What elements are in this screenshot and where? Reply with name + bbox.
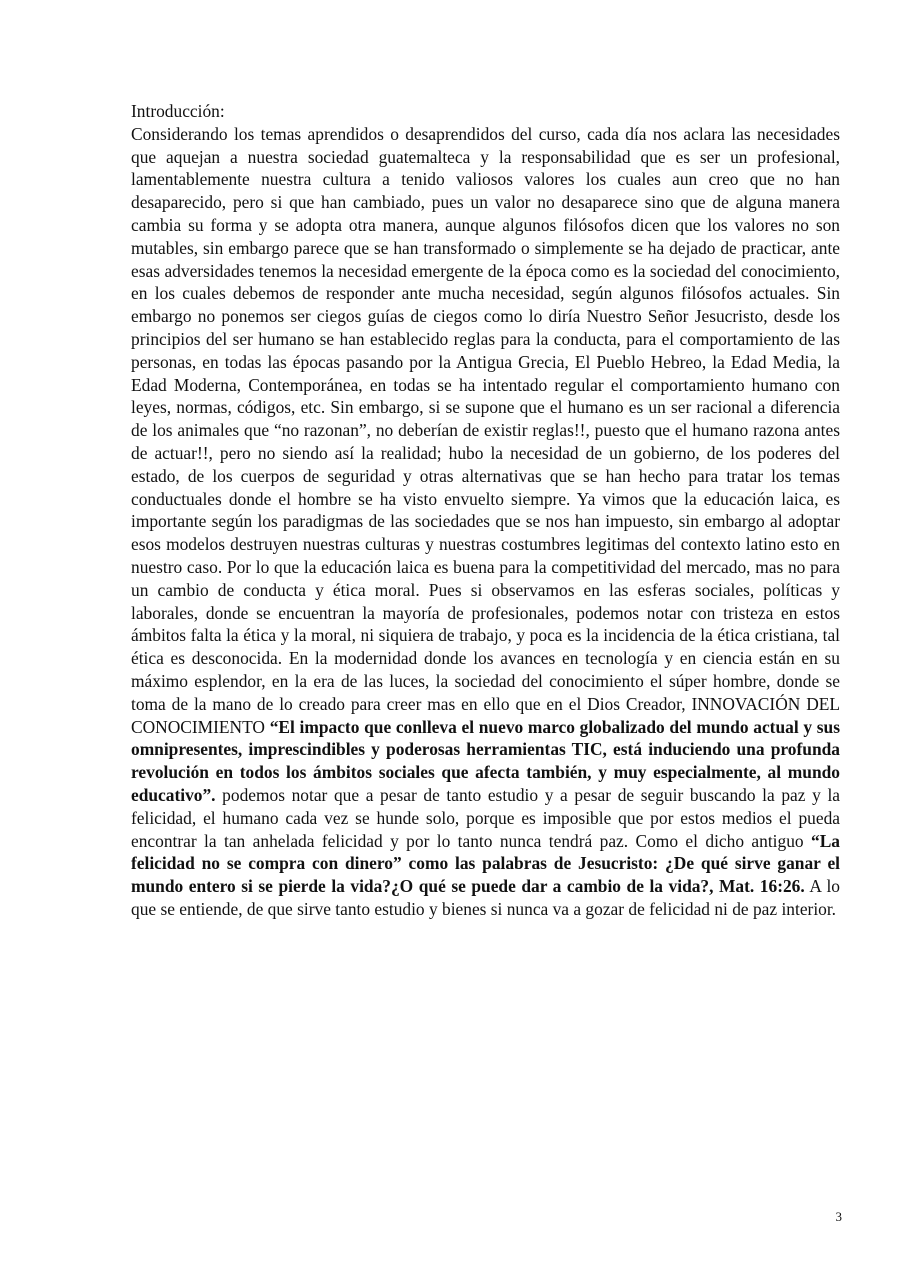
body-text-block (131, 100, 840, 921)
paragraph-bold-quote-innovation: “El impacto que conlleva el nuevo marco globalizado del mundo actual y sus omnipresentes, imprescindibles y poderosas herramientas TIC, está induciendo una profunda revolución en todos los ámbitos sociales que afecta también, y muy especialmente, al mundo educativo”. (131, 716, 840, 805)
page-number: 3 (835, 1209, 842, 1224)
section-heading: Introducción: (131, 101, 225, 121)
paragraph-text-run: Considerando los temas aprendidos o desaprendidos del curso, cada día nos aclara las necesidades que aquejan a nuestra sociedad guatemalteca y la responsabilidad que es ser un profesional, lamentablemente nuestra cultura a tenido valiosos valores los cuales aun creo que no han desaparecido, pero si que han cambiado, pues un valor no desaparece sino que de alguna manera cambia su forma y se adopta otra manera, aunque algunos filósofos dicen que los valores no son mutables, sin embargo parece que se han transformado o simplemente se ha dejado de practicar, ante esas adversidades tenemos la necesidad emergente de la época como es la sociedad del conocimiento, en los cuales debemos de responder ante mucha necesidad, según algunos filósofos actuales. Sin embargo no ponemos ser ciegos guías de ciegos como lo diría Nuestro Señor Jesucristo, desde los principios del ser humano se han establecido reglas para la conducta, para el comportamiento de las personas, en todas las épocas pasando por la Antigua Grecia, El Pueblo Hebreo, la Edad Media, la Edad Moderna, Contemporánea, en todas se ha intentado regular el comportamiento humano con leyes, normas, códigos, etc. Sin embargo, si se supone que el humano es un ser racional a diferencia de los animales que “no razonan”, no deberían de existir reglas!!, puesto que el humano razona antes de actuar!!, pero no siendo así la realidad; hubo la necesidad de un gobierno, de los poderes del estado, de los cuerpos de seguridad y otras alternativas que se han hecho para tratar los temas conductuales donde el hombre se ha visto envuelto siempre. Ya vimos que la educación laica, es importante según los paradigmas de las sociedades que se nos han impuesto, sin embargo al adoptar esos modelos destruyen nuestras culturas y nuestras costumbres legitimas del contexto latino esto en nuestro caso. Por lo que la educación laica es buena para la competitividad del mercado, mas no para un cambio de conducta y ética moral. Pues si observamos en las esferas sociales, políticas y laborales, donde se encuentran la mayoría de profesionales, podemos notar con tristeza en estos ámbitos falta la ética y la moral, ni siquiera de trabajo, y poca es la incidencia de la ética cristiana, tal ética es desconocida. En la modernidad donde los avances en tecnología y en ciencia están en su máximo esplendor, en la era de las luces, la sociedad del conocimiento el súper hombre, donde se toma de la mano de lo creado para creer mas en ello que en el Dios Creador, INNOVACIÓN DEL CONOCIMIENTO (131, 123, 840, 737)
paragraph-text-run: A lo que se entiende, de que sirve tanto estudio y bienes si nunca va a gozar de felicidad ni de paz interior. (131, 876, 840, 919)
paragraph-text-run: podemos notar que a pesar de tanto estudio y a pesar de seguir buscando la paz y la felicidad, el humano cada vez se hunde solo, porque es imposible que por estos medios el pueda encontrar la tan anhelada felicidad y por lo tanto nunca tendrá paz. Como el dicho antiguo (131, 784, 840, 851)
paragraph-bold-quote-scripture: “La felicidad no se compra con dinero” como las palabras de Jesucristo: ¿De qué sirve ganar el mundo entero si se pierde la vida?¿O qué se puede dar a cambio de la vida?, Mat. 16:26. (131, 830, 840, 897)
body-paragraph (131, 123, 840, 921)
